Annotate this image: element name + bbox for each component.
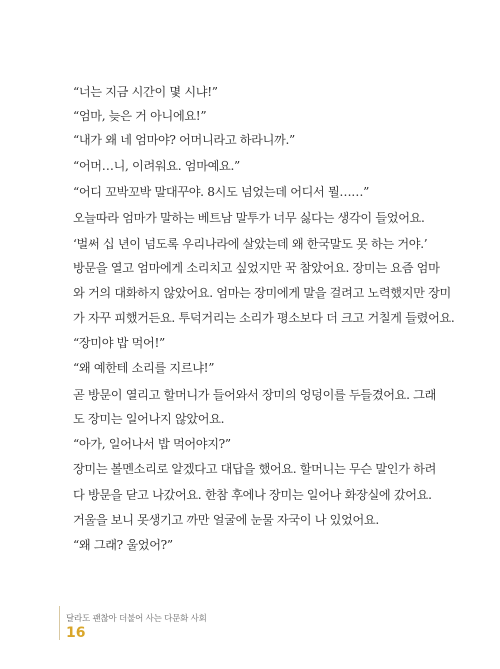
- text-line: “아가, 일어나서 밥 먹어야지?”: [73, 437, 231, 451]
- text-line: ‘벌써 십 년이 넘도록 우리나라에 살았는데 왜 한국말도 못 하는 거야.’: [73, 237, 428, 251]
- text-line: 장미는 볼멘소리로 알겠다고 대답을 했어요. 할머니는 무슨 말인가 하려: [73, 462, 436, 476]
- text-line: “왜 그래? 울었어?”: [73, 538, 173, 552]
- text-line: 도 장미는 일어나지 않았어요.: [73, 412, 225, 426]
- text-line: 거울을 보니 못생기고 까만 얼굴에 눈물 자국이 나 있었어요.: [73, 513, 379, 527]
- text-line: 방문을 열고 엄마에게 소리치고 싶었지만 꾹 참았어요. 장미는 요즘 엄마: [73, 261, 440, 275]
- text-line: 오늘따라 엄마가 말하는 베트남 말투가 너무 싫다는 생각이 들었어요.: [73, 211, 425, 225]
- page-number: 16: [66, 625, 86, 641]
- text-line: “왜 예한테 소리를 지르냐!”: [73, 361, 215, 375]
- text-line: “장미야 밥 먹어!”: [73, 336, 165, 350]
- text-line: “너는 지금 시간이 몇 시냐!”: [73, 85, 218, 99]
- text-line: “엄마, 늦은 거 아니에요!”: [73, 109, 207, 123]
- text-line: “내가 왜 네 엄마야? 어머니라고 하라니까.”: [73, 133, 295, 147]
- text-line: “어머…니, 이려워요. 엄마예요.”: [73, 159, 240, 173]
- text-line: 곧 방문이 열리고 할머니가 들어와서 장미의 엉덩이를 두들겼어요. 그래: [73, 388, 436, 402]
- footer-rule: [59, 606, 60, 640]
- text-line: 다 방문을 닫고 나갔어요. 한참 후에나 장미는 일어나 화장실에 갔어요.: [73, 488, 432, 502]
- text-line: 가 자꾸 피했거든요. 투덕거리는 소리가 평소보다 더 크고 거칠게 들렸어요.: [73, 311, 455, 325]
- footer-book-title: 달라도 괜찮아 더불어 사는 다문화 사회: [66, 614, 207, 624]
- text-line: “어디 꼬박꼬박 말대꾸야. 8시도 넘었는데 어디서 뭘……”: [73, 185, 369, 199]
- text-line: 와 거의 대화하지 않았어요. 엄마는 장미에게 말을 걸려고 노력했지만 장미: [73, 286, 451, 300]
